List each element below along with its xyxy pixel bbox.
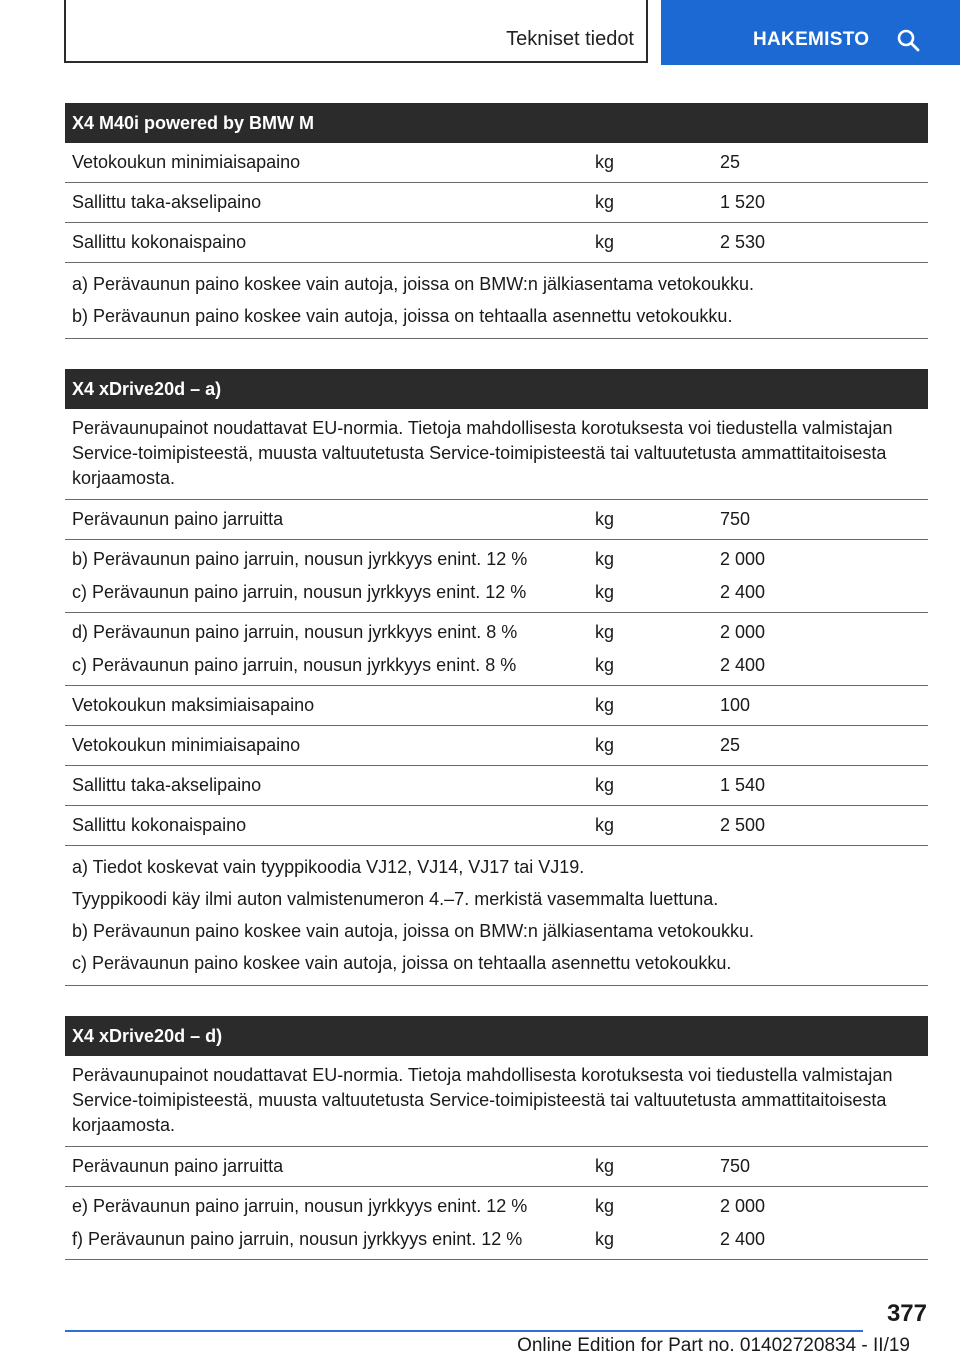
footnote: b) Perävaunun paino koskee vain autoja, joissa on BMW:n jälkiasentama vetokoukku. <box>72 921 755 941</box>
spec-section <box>65 103 928 339</box>
table-row <box>65 806 928 846</box>
footer-divider <box>65 1330 863 1332</box>
row-unit: kg <box>595 815 615 835</box>
row-unit: kg <box>595 1156 615 1176</box>
edition-text: Online Edition for Part no. 01402720834 - II/19 <box>517 1335 910 1356</box>
row-label-cell <box>65 500 592 539</box>
footnote: Tyyppikoodi käy ilmi auton valmistenumeron 4.–7. merkistä vasemmalta luettuna. <box>72 889 719 909</box>
row-label-cell <box>65 1187 592 1259</box>
row-label: e) Perävaunun paino jarruin, nousun jyrkkyys enint. 12 % <box>72 1196 528 1216</box>
row-label-cell <box>65 726 592 765</box>
table-row <box>65 540 928 613</box>
row-label-cell <box>65 143 592 182</box>
row-label-cell <box>65 223 592 262</box>
row-label: f) Perävaunun paino jarruin, nousun jyrkkyys enint. 12 % <box>72 1229 523 1249</box>
row-unit-cell <box>592 613 720 685</box>
table-row <box>65 686 928 726</box>
footnote: b) Perävaunun paino koskee vain autoja, joissa on tehtaalla asennettu vetokoukku. <box>72 306 733 326</box>
tab-technical-data-label: Tekniset tiedot <box>506 28 634 50</box>
row-value-cell <box>720 686 928 725</box>
row-unit: kg <box>595 192 615 212</box>
footnote: a) Tiedot koskevat vain tyyppikoodia VJ12, VJ14, VJ17 tai VJ19. <box>72 857 585 877</box>
row-value: 25 <box>720 152 741 172</box>
row-unit-cell <box>592 766 720 805</box>
row-label: c) Perävaunun paino jarruin, nousun jyrkkyys enint. 8 % <box>72 655 517 675</box>
row-value: 25 <box>720 735 741 755</box>
row-unit-cell <box>592 500 720 539</box>
page-footer <box>0 1300 960 1362</box>
table-row <box>65 726 928 766</box>
row-unit: kg <box>595 232 615 252</box>
row-label: b) Perävaunun paino jarruin, nousun jyrkkyys enint. 12 % <box>72 549 528 569</box>
row-unit: kg <box>595 152 615 172</box>
row-value-cell <box>720 726 928 765</box>
row-unit-cell <box>592 726 720 765</box>
row-unit: kg <box>595 582 615 602</box>
row-value-cell <box>720 183 928 222</box>
row-value-cell <box>720 500 928 539</box>
section-title: X4 xDrive20d – d) <box>65 1016 928 1056</box>
row-value: 2 000 <box>720 622 766 642</box>
top-navigation <box>0 0 960 66</box>
row-value-cell <box>720 143 928 182</box>
row-value: 2 400 <box>720 1229 766 1249</box>
row-unit-cell <box>592 223 720 262</box>
row-label: Vetokoukun minimiaisapaino <box>72 735 301 755</box>
row-label: Perävaunun paino jarruitta <box>72 509 284 529</box>
section-notes <box>65 846 928 986</box>
section-title: X4 xDrive20d – a) <box>65 369 928 409</box>
section-notes <box>65 263 928 339</box>
row-value-cell <box>720 540 928 612</box>
row-value: 750 <box>720 509 751 529</box>
row-label-cell <box>65 1147 592 1186</box>
section-title: X4 M40i powered by BMW M <box>65 103 928 143</box>
row-label: Vetokoukun minimiaisapaino <box>72 152 301 172</box>
table-row <box>65 143 928 183</box>
row-label-cell <box>65 686 592 725</box>
row-unit-cell <box>592 806 720 845</box>
row-value-cell <box>720 223 928 262</box>
row-unit-cell <box>592 183 720 222</box>
row-value: 1 520 <box>720 192 766 212</box>
row-value: 2 000 <box>720 549 766 569</box>
spec-content <box>65 103 928 1290</box>
table-row <box>65 183 928 223</box>
row-label: Vetokoukun maksimiaisapaino <box>72 695 315 715</box>
spec-section <box>65 1016 928 1260</box>
row-unit: kg <box>595 655 615 675</box>
row-value: 2 530 <box>720 232 766 252</box>
row-unit: kg <box>595 509 615 529</box>
page-number: 377 <box>886 1300 927 1327</box>
row-value: 2 400 <box>720 582 766 602</box>
row-unit-cell <box>592 1147 720 1186</box>
row-label: Sallittu kokonaispaino <box>72 815 247 835</box>
row-label: Sallittu kokonaispaino <box>72 232 247 252</box>
row-value: 2 400 <box>720 655 766 675</box>
footnote: c) Perävaunun paino koskee vain autoja, joissa on tehtaalla asennettu vetokoukku. <box>72 953 732 973</box>
section-intro: Perävaunupainot noudattavat EU-normia. Tietoja mahdollisesta korotuksesta voi tiedustella valmistajan Service-toimipisteestä, muusta valtuutetusta Service-toimipisteestä tai valtuutetusta ammattitaitoisesta korjaamosta. <box>65 1056 928 1147</box>
row-value: 2 500 <box>720 815 766 835</box>
row-unit: kg <box>595 549 615 569</box>
row-label: Perävaunun paino jarruitta <box>72 1156 284 1176</box>
table-row <box>65 223 928 263</box>
row-unit: kg <box>595 1196 615 1216</box>
row-value-cell <box>720 766 928 805</box>
row-unit: kg <box>595 735 615 755</box>
row-label-cell <box>65 183 592 222</box>
row-unit-cell <box>592 143 720 182</box>
row-label-cell <box>65 540 592 612</box>
row-label-cell <box>65 766 592 805</box>
row-value: 2 000 <box>720 1196 766 1216</box>
row-value: 1 540 <box>720 775 766 795</box>
table-row <box>65 1187 928 1260</box>
footnote: a) Perävaunun paino koskee vain autoja, joissa on BMW:n jälkiasentama vetokoukku. <box>72 274 755 294</box>
row-label-cell <box>65 613 592 685</box>
row-unit-cell <box>592 540 720 612</box>
row-label: d) Perävaunun paino jarruin, nousun jyrkkyys enint. 8 % <box>72 622 518 642</box>
row-unit-cell <box>592 1187 720 1259</box>
table-row <box>65 766 928 806</box>
row-value-cell <box>720 806 928 845</box>
spec-section <box>65 369 928 986</box>
tab-technical-data[interactable] <box>64 0 648 63</box>
row-unit: kg <box>595 775 615 795</box>
row-label-cell <box>65 806 592 845</box>
tab-index-label: HAKEMISTO <box>753 29 870 50</box>
section-intro: Perävaunupainot noudattavat EU-normia. Tietoja mahdollisesta korotuksesta voi tiedustella valmistajan Service-toimipisteestä, muusta valtuutetusta Service-toimipisteestä tai valtuutetusta ammattitaitoisesta korjaamosta. <box>65 409 928 500</box>
tab-index[interactable] <box>661 0 960 65</box>
row-unit: kg <box>595 622 615 642</box>
row-value: 100 <box>720 695 751 715</box>
row-label: c) Perävaunun paino jarruin, nousun jyrkkyys enint. 12 % <box>72 582 527 602</box>
row-value-cell <box>720 1147 928 1186</box>
row-value: 750 <box>720 1156 751 1176</box>
table-row <box>65 613 928 686</box>
row-value-cell <box>720 613 928 685</box>
row-unit: kg <box>595 695 615 715</box>
table-row <box>65 500 928 540</box>
table-row <box>65 1147 928 1187</box>
row-label: Sallittu taka-akselipaino <box>72 775 262 795</box>
search-icon[interactable] <box>896 28 920 52</box>
row-unit: kg <box>595 1229 615 1249</box>
row-label: Sallittu taka-akselipaino <box>72 192 262 212</box>
row-unit-cell <box>592 686 720 725</box>
row-value-cell <box>720 1187 928 1259</box>
